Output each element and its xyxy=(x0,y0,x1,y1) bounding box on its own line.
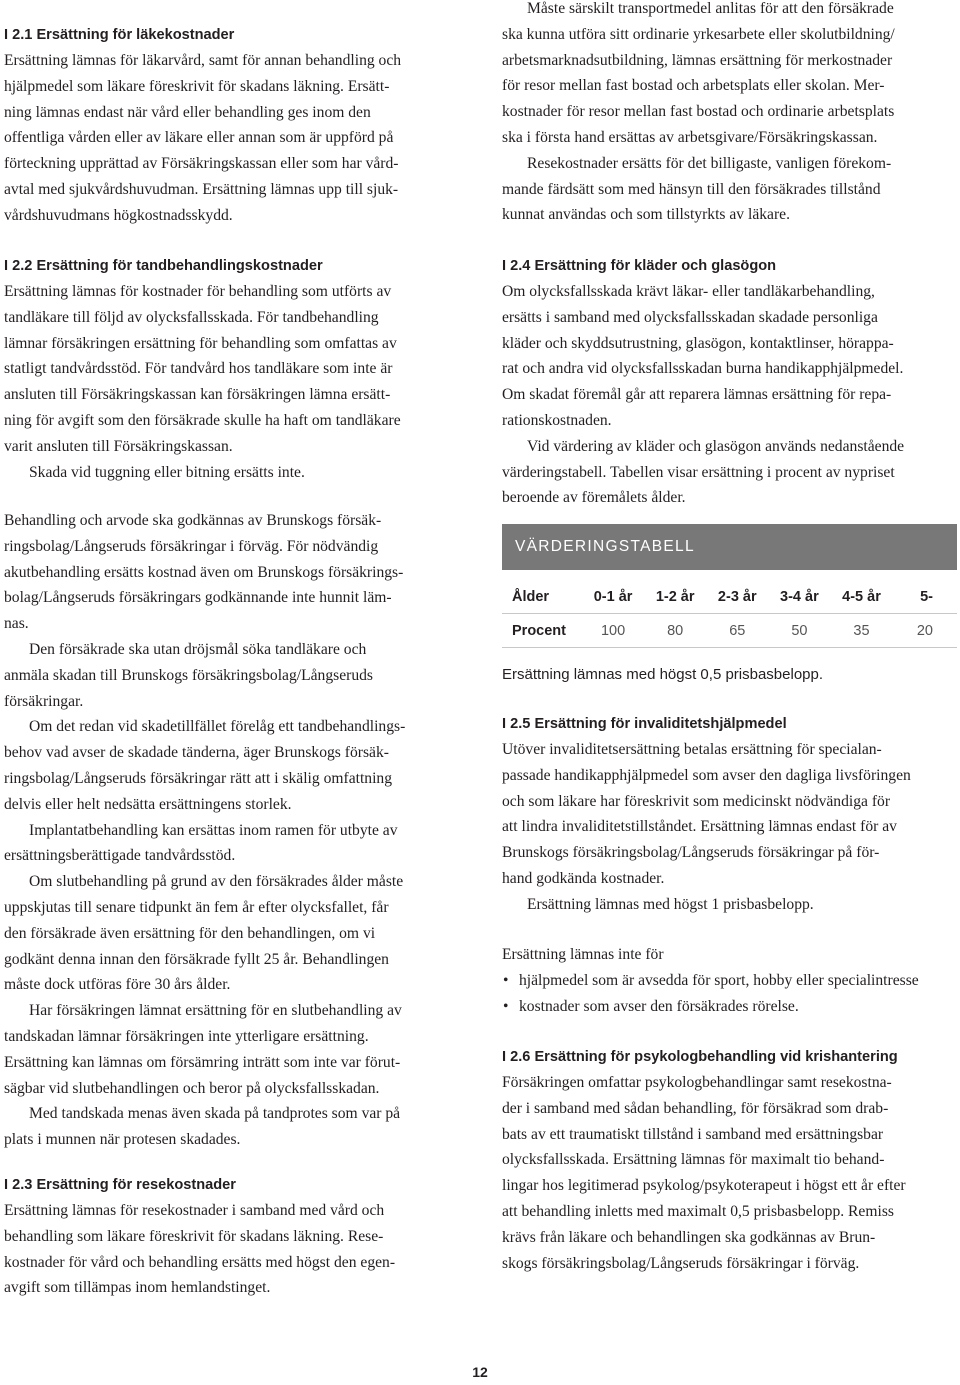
section-2-1 xyxy=(4,22,462,229)
paragraph: Med tandskada menas även skada på tandprotes som var på plats i munnen när protesen skadades. xyxy=(4,1105,401,1149)
section-2-3 xyxy=(4,1172,462,1301)
table-cell: 5- xyxy=(893,580,957,614)
table-cell: 20 xyxy=(893,614,957,648)
table-row xyxy=(502,614,957,648)
table-cell: 0-1 år xyxy=(582,580,644,614)
paragraph: Om olycksfallsskada krävt läkar- eller tandläkarbehandling, ersätts i samband med olycksfallsskadan skadade personliga kläder och skyddsutrustning, glasögon, kontaktlinser, hörappa- rat och andra vid olycksfallsskadan burna handikapphjälpmedel. Om skadat föremål går att reparera lämnas ersättning för repa- rationskostnaden. xyxy=(502,283,904,429)
table-cell: 3-4 år xyxy=(768,580,830,614)
paragraph: Ersättning lämnas för läkarvård, samt för annan behandling och hjälpmedel som läkare föreskrivit för skadans läkning. Ersätt- ning lämnas endast när vård eller behandling ges inom den offentliga vården eller av läkare eller annan som är uppförd på förteckning upprättad av Försäkringskassan eller som har vård- avtal med sjukvårdshuvudman. Ersättning lämnas upp till sjuk- vårdshuvudmans högkostnadsskydd. xyxy=(4,52,402,224)
section-2-6 xyxy=(502,1044,957,1276)
section-heading: I 2.5 Ersättning för invaliditetshjälpmedel xyxy=(502,716,787,732)
table-cell: 65 xyxy=(706,614,768,648)
section-2-5 xyxy=(502,711,957,918)
section-heading: I 2.3 Ersättning för resekostnader xyxy=(4,1177,236,1193)
section-2-3-cont xyxy=(502,0,957,228)
table-cell: 1-2 år xyxy=(644,580,706,614)
paragraph: Utöver invaliditetsersättning betalas ersättning för specialan- passade handikapphjälpmedel som avser den dagliga livsföringen och som läkare har föreskrivit som medicinskt nödvändiga för att lindra invaliditetstillståndet. Ersättning lämnas endast för av Brunskogs försäkringsbolag/Långseruds försäkringar på för- hand godkända kostnader. xyxy=(502,741,911,887)
paragraph: Ersättning lämnas inte för xyxy=(502,946,664,963)
section-heading: I 2.6 Ersättning för psykologbehandling vid krishantering xyxy=(502,1049,898,1065)
paragraph: Vid värdering av kläder och glasögon används nedanstående värderingstabell. Tabellen visar ersättning i procent av nypriset beroende av föremålets ålder. xyxy=(502,437,905,507)
valuation-table xyxy=(502,580,957,648)
section-2-4 xyxy=(502,253,957,511)
exclusions xyxy=(502,942,957,1019)
section-2-2-cont xyxy=(4,508,462,1153)
table-cell: 50 xyxy=(768,614,830,648)
table-cell: 35 xyxy=(830,614,892,648)
table-cell: Ålder xyxy=(502,580,582,614)
paragraph: Ersättning lämnas för kostnader för behandling som utförts av tandläkare till följd av olycksfallsskada. För tandbehandling lämnar försäkringen ersättning för behandling som omfattas av statligt tandvårdsstöd. För tandvård hos tandläkare som inte är ansluten till Försäkringskassan kan försäkringen lämna ersätt- ning för avgift som den försäkrade skulle ha haft om tandläkare varit ansluten till Försäkringskassan. xyxy=(4,283,401,455)
page-number: 12 xyxy=(472,1364,488,1380)
paragraph: Skada vid tuggning eller bitning ersätts inte. xyxy=(29,463,305,481)
paragraph: Om det redan vid skadetillfället förelåg ett tandbehandlings- behov vad avser de skadade tänderna, äger Brunskogs försäk- ringsbolag/Långseruds försäkringar rätt att i skälig omfattning delvis eller helt nedsätta ersättningens storlek. xyxy=(4,718,406,813)
exclusion-list xyxy=(502,968,957,1020)
paragraph: Måste särskilt transportmedel anlitas för att den försäkrade ska kunna utföra sitt ordinarie yrkesarbete eller skolutbildning/ arbetsmarknadsutbildning, lämnas ersättning för merkostnader för resor mellan fast bostad och arbetsplats eller skolan. Mer- kostnader för resor mellan fast bostad och ordinarie arbetsplats ska i första hand ersättas av arbetsgivare/Försäkringskassan. xyxy=(502,0,895,146)
section-heading: I 2.1 Ersättning för läkekostnader xyxy=(4,27,235,43)
paragraph: Har försäkringen lämnat ersättning för en slutbehandling av tandskadan lämnar försäkringen inte ytterligare ersättning. Ersättning kan lämnas om försämring inträtt som inte var förut- sägbar vid slutbehandlingen och beror på olycksfallsskadan. xyxy=(4,1002,402,1097)
paragraph: Resekostnader ersätts för det billigaste, vanligen förekom- mande färdsätt som med hänsyn till den försäkrades tillstånd kunnat användas och som tillstyrkts av läkare. xyxy=(502,154,892,224)
list-item: • hjälpmedel som är avsedda för sport, hobby eller specialintresse xyxy=(502,968,957,994)
section-heading: I 2.2 Ersättning för tandbehandlingskostnader xyxy=(4,258,323,274)
list-item: • kostnader som avser den försäkrades rörelse. xyxy=(502,994,957,1020)
table-cell: 2-3 år xyxy=(706,580,768,614)
paragraph: Om slutbehandling på grund av den försäkrades ålder måste uppskjutas till senare tidpunkt än fem år efter olycksfallet, får den försäkrade även ersättning för den behandlingen, om vi godkänt denna innan den försäkrade fyllt 25 år. Behandlingen måste dock utföras före 30 års ålder. xyxy=(4,873,404,994)
table-row xyxy=(502,580,957,614)
table-cell: 4-5 år xyxy=(830,580,892,614)
table-cell: 100 xyxy=(582,614,644,648)
paragraph: Ersättning lämnas med högst 1 prisbasbelopp. xyxy=(527,895,814,913)
section-heading: I 2.4 Ersättning för kläder och glasögon xyxy=(502,258,777,274)
section-2-2 xyxy=(4,253,462,485)
table-cell: Procent xyxy=(502,614,582,648)
paragraph: Implantatbehandling kan ersättas inom ramen för utbyte av ersättningsberättigade tandvårdsstöd. xyxy=(4,821,398,865)
table-note: Ersättning lämnas med högst 0,5 prisbasbelopp. xyxy=(502,666,824,683)
paragraph: Behandling och arvode ska godkännas av Brunskogs försäk- ringsbolag/Långseruds försäkringar i förväg. För nödvändig akutbehandling ersätts kostnad även om Brunskogs försäkrings- bolag/Långseruds försäkringars godkännande inte hunnit läm- nas. xyxy=(4,512,404,633)
table-title: VÄRDERINGSTABELL xyxy=(502,524,957,570)
paragraph: Försäkringen omfattar psykologbehandlingar samt resekostna- der i samband med sådan behandling, för försäkrad som drab- bats av ett traumatiskt tillstånd i samband med ersättningsbar olycksfallsskada. Ersättning lämnas för maximalt tio behand- lingar hos legitimerad psykolog/psykoterapeut i högst ett år efter att behandling inletts med maximalt 0,5 prisbasbelopp. Remiss krävs från läkare och behandlingen ska godkännas av Brun- skogs försäkringsbolag/Långseruds försäkringar i förväg. xyxy=(502,1074,906,1272)
paragraph: Den försäkrade ska utan dröjsmål söka tandläkare och anmäla skadan till Brunskogs försäkringsbolag/Långseruds försäkringar. xyxy=(4,640,373,710)
paragraph: Ersättning lämnas för resekostnader i samband med vård och behandling som läkare föreskrivit för skadans läkning. Rese- kostnader för vård och behandling ersätts med högst den egen- avgift som tillämpas inom hemlandstinget. xyxy=(4,1202,396,1297)
table-cell: 80 xyxy=(644,614,706,648)
